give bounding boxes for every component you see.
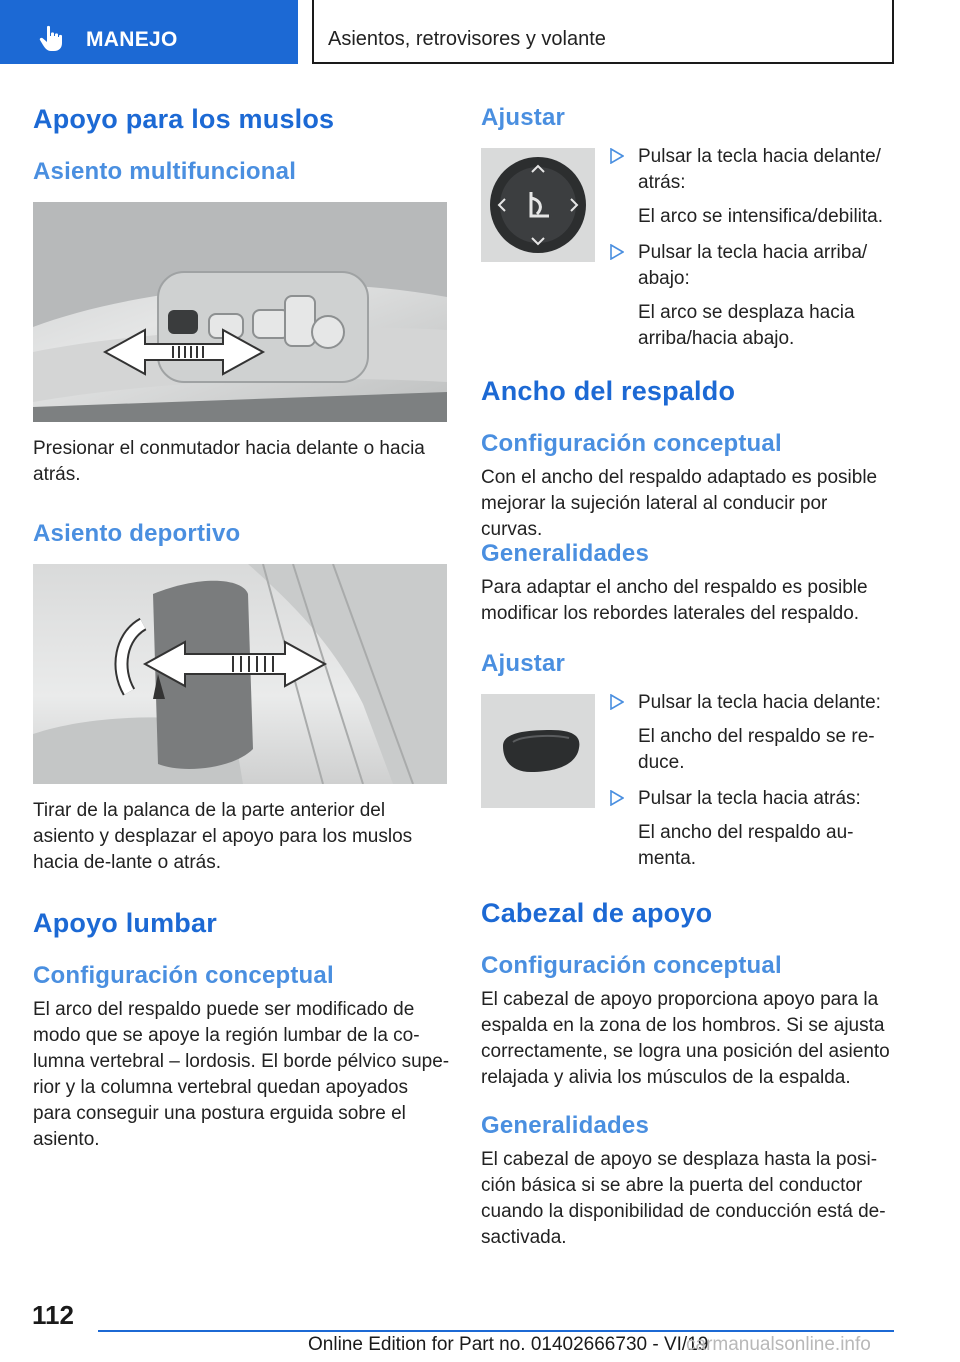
backrest-general-text: Para adaptar el ancho del respaldo es posible modificar los rebordes laterales del respaldo. (481, 577, 868, 624)
lumbar-adjust-heading: Ajustar (481, 104, 566, 131)
bullet-triangle-icon (610, 790, 624, 806)
bullet-triangle-icon (610, 694, 624, 710)
lumbar-forward-result: El arco se intensifica/debilita. (638, 206, 884, 227)
sport-seat-photo (33, 564, 447, 784)
multifunction-seat-heading: Asiento multifuncional (33, 158, 297, 185)
headrest-general-heading: Generalidades (481, 1112, 650, 1139)
section-tab (0, 0, 298, 64)
bullet-triangle-icon (610, 244, 624, 260)
backrest-general-heading: Generalidades (481, 540, 650, 567)
backrest-concept-text: Con el ancho del respaldo adaptado es posible mejorar la sujeción lateral al conducir por curvas. (481, 467, 878, 540)
backrest-adjust-heading: Ajustar (481, 650, 566, 677)
backrest-forward-result: El ancho del respaldo se re-duce. (638, 726, 875, 773)
watermark-text: carmanualsonline.info (686, 1334, 871, 1355)
lumbar-support-title: Apoyo lumbar (33, 908, 217, 938)
thigh-support-title: Apoyo para los muslos (33, 104, 335, 134)
backrest-width-title: Ancho del respaldo (481, 376, 736, 406)
hand-pointer-icon (38, 24, 66, 52)
lumbar-forward-action: Pulsar la tecla hacia delante/ atrás: (638, 146, 881, 193)
footer-divider (98, 1330, 894, 1332)
chapter-header (312, 0, 894, 64)
headrest-general-text: El cabezal de apoyo se desplaza hasta la posi-ción básica si se abre la puerta del conductor cuando la disponibilidad de conducción está de-sactivada. (481, 1149, 886, 1248)
list-item (607, 690, 897, 776)
backrest-forward-action: Pulsar la tecla hacia delante: (638, 692, 881, 713)
headrest-title: Cabezal de apoyo (481, 898, 713, 928)
section-label: MANEJO (86, 28, 178, 51)
lumbar-concept-heading: Configuración conceptual (33, 962, 334, 989)
backrest-switch-photo (481, 694, 595, 808)
sport-seat-text: Tirar de la palanca de la parte anterior del asiento y desplazar el apoyo para los muslos hacia de-lante o atrás. (33, 800, 413, 873)
sport-seat-heading: Asiento deportivo (33, 520, 241, 547)
headrest-concept-heading: Configuración conceptual (481, 952, 782, 979)
list-item (607, 144, 897, 230)
backrest-back-result: El ancho del respaldo au-menta. (638, 822, 854, 869)
headrest-concept-text: El cabezal de apoyo proporciona apoyo para la espalda en la zona de los hombros. Si se ajusta correctamente, se logra una posición del asiento relajada y alivia los músculos de la espalda. (481, 989, 890, 1088)
backrest-concept-heading: Configuración conceptual (481, 430, 782, 457)
edition-text: Online Edition for Part no. 01402666730 - VI/19 (308, 1334, 709, 1355)
list-item (607, 786, 897, 872)
chapter-title: Asientos, retrovisores y volante (328, 28, 606, 50)
backrest-back-action: Pulsar la tecla hacia atrás: (638, 788, 861, 809)
page-number: 112 (32, 1300, 74, 1330)
multifunction-seat-text: Presionar el conmutador hacia delante o hacia atrás. (33, 438, 425, 485)
lumbar-updown-result: El arco se desplaza hacia arriba/hacia abajo. (638, 302, 855, 349)
lumbar-updown-action: Pulsar la tecla hacia arriba/ abajo: (638, 242, 868, 289)
list-item (607, 240, 897, 352)
bullet-triangle-icon (610, 148, 624, 164)
lumbar-switch-photo (481, 148, 595, 262)
backrest-adjust-list (607, 690, 897, 872)
multifunction-seat-photo (33, 202, 447, 422)
lumbar-concept-text: El arco del respaldo puede ser modificado de modo que se apoye la región lumbar de la co-lumna vertebral – lordosis. El borde pélvico supe-rior y la columna vertebral quedan apoyados para conseguir una postura erguida sobre el asiento. (33, 999, 450, 1150)
lumbar-adjust-list (607, 144, 897, 352)
